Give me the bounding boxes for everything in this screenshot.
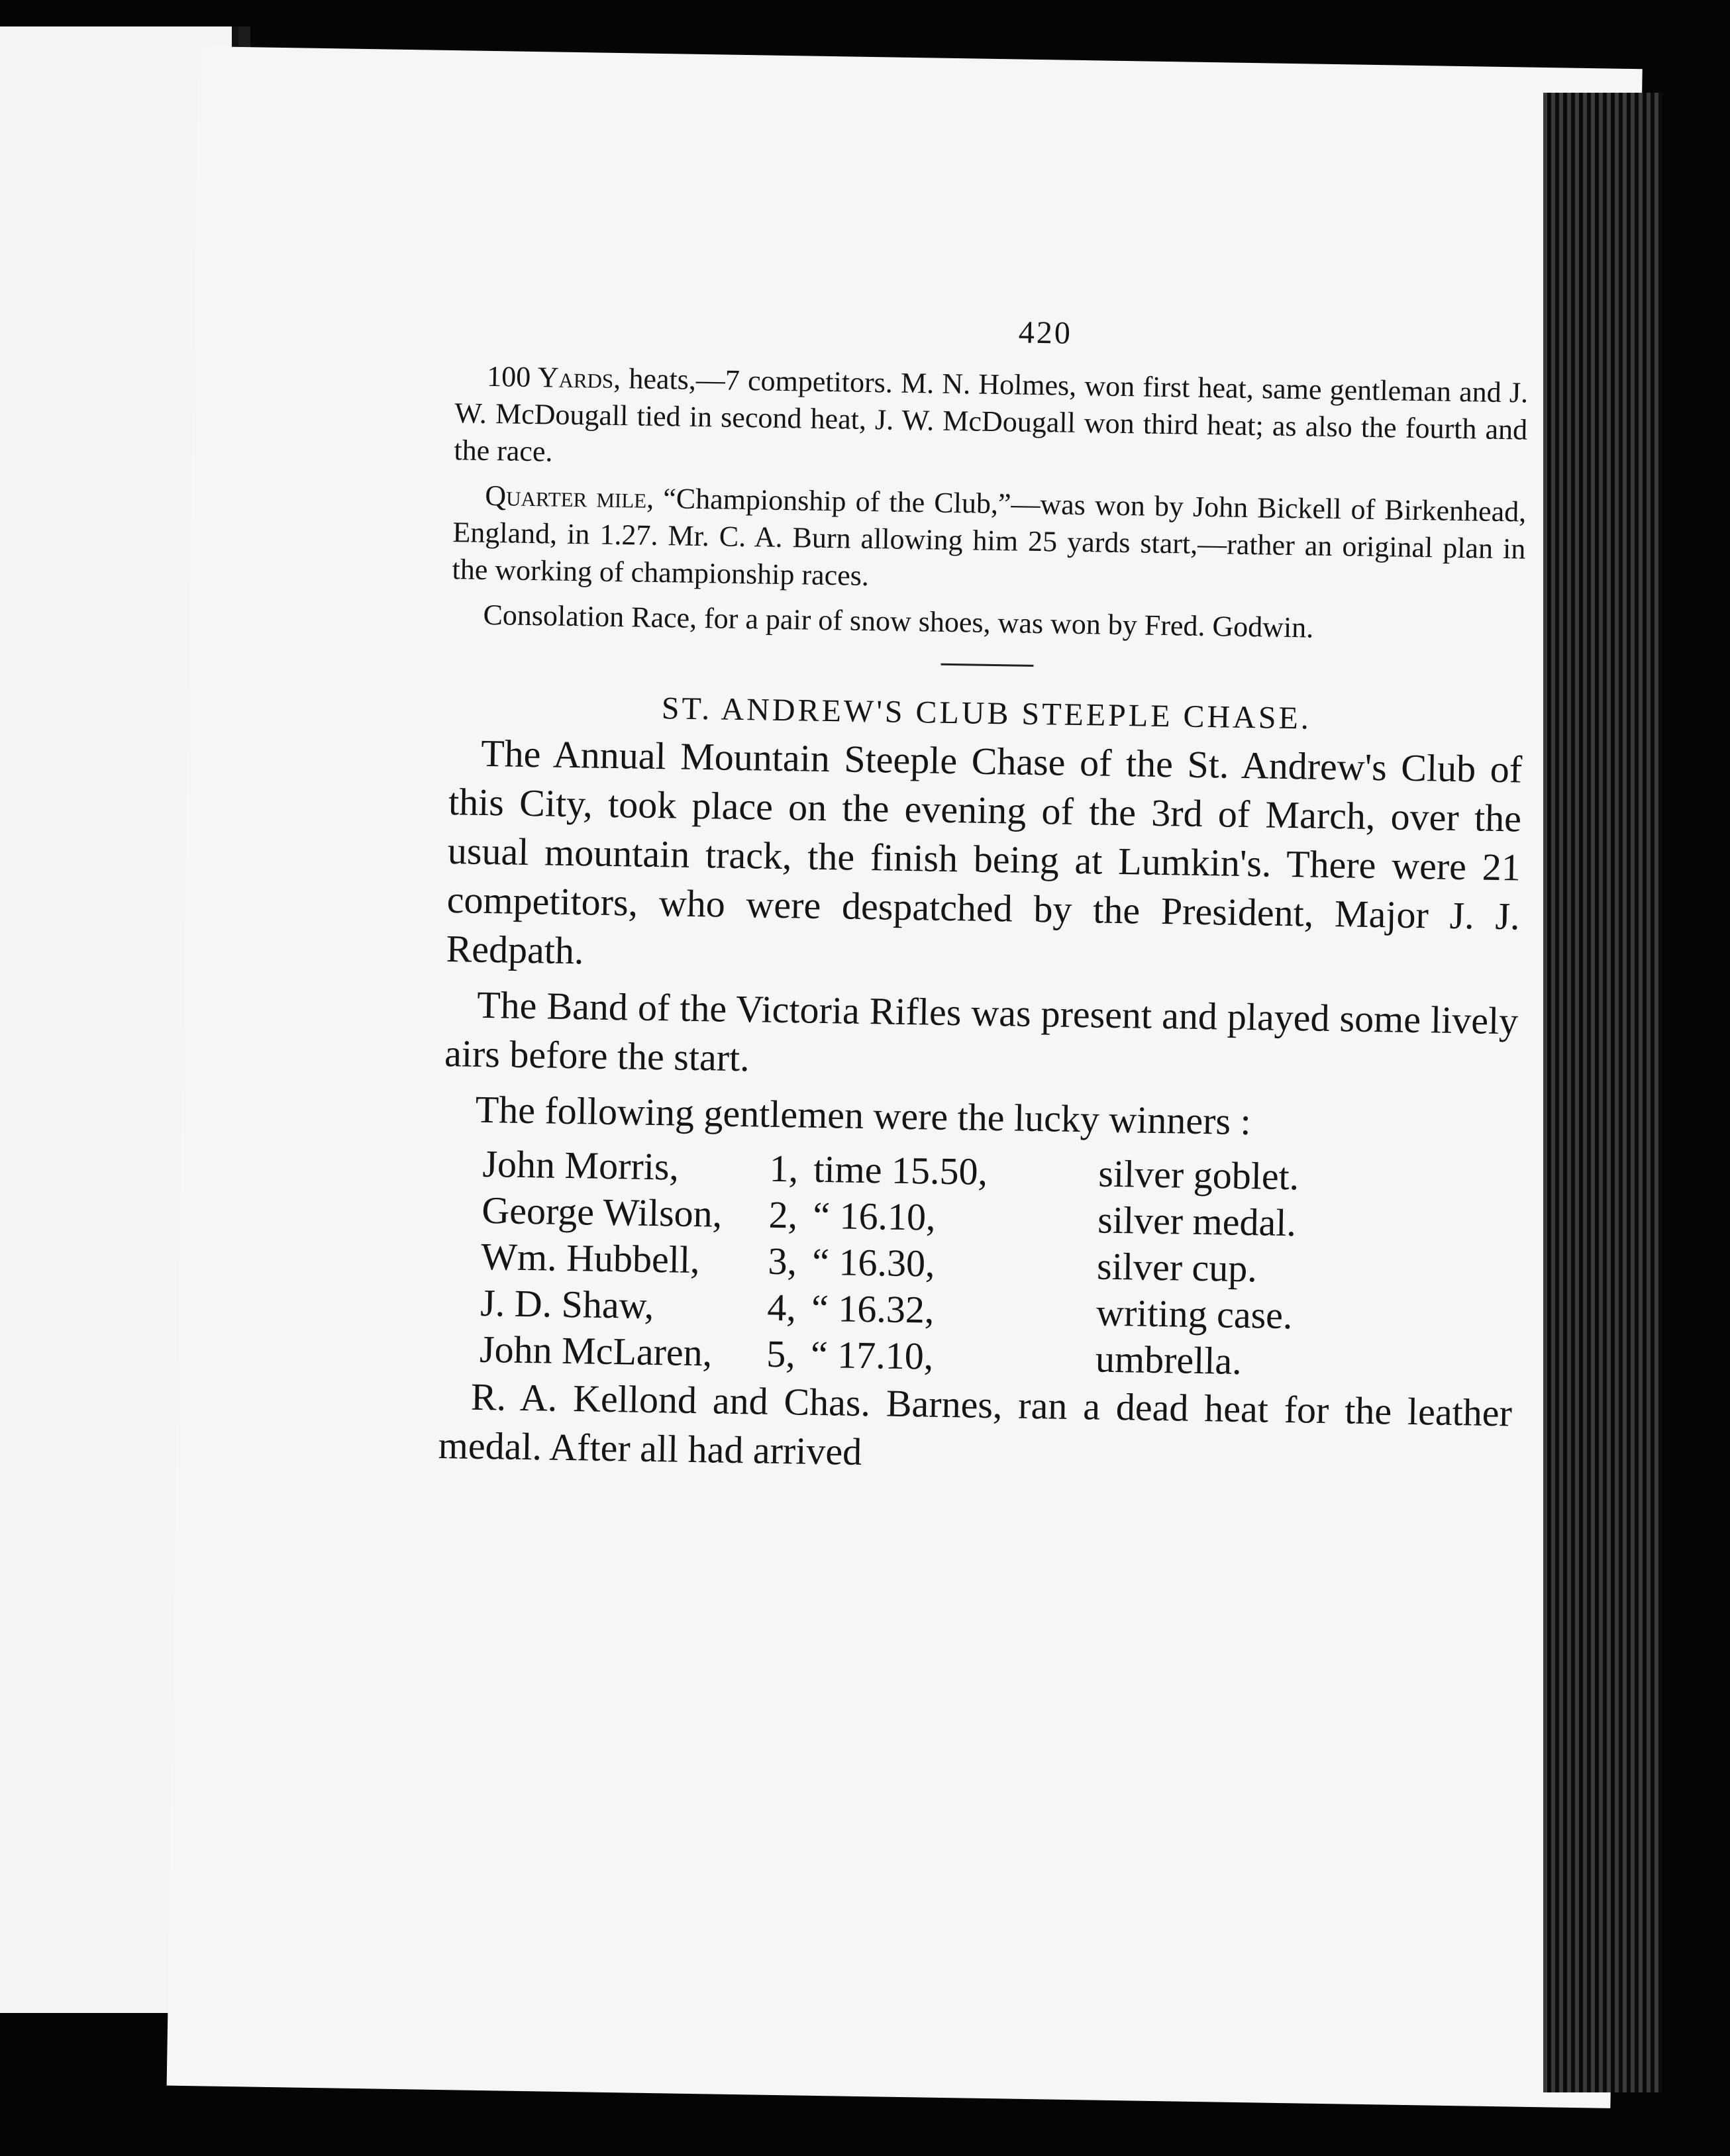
winner-name: George Wilson, — [481, 1188, 723, 1236]
winners-intro: The following gentlemen were the lucky winners : — [475, 1087, 1252, 1144]
steeple-chase-paragraph-1: The Annual Mountain Steeple Chase of the St. Andrew's Club of this City, took place on the evening of the 3rd of March, over the usual mountain track, the finish being at Lumkin's. There were 21 competitors, who were despatched by the President, Major J. J. Redpath. — [446, 731, 1523, 973]
winners-list — [440, 1140, 1516, 1389]
winner-prize: silver cup. — [1096, 1244, 1258, 1291]
winner-time: “ 17.10, — [810, 1332, 934, 1378]
steeple-chase-paragraph-3: R. A. Kellond and Chas. Barnes, ran a dead heat for the leather medal. After all had arrived — [438, 1375, 1513, 1473]
winner-prize: umbrella. — [1095, 1337, 1243, 1383]
winner-place: 2, — [768, 1193, 798, 1237]
steeple-chase-paragraph-2: The Band of the Victoria Rifles was present and played some lively airs before the start. — [444, 983, 1519, 1080]
winner-prize: silver goblet. — [1097, 1152, 1299, 1199]
winner-name: John McLaren, — [479, 1327, 713, 1375]
winner-name: Wm. Hubbell, — [480, 1234, 701, 1282]
winner-name: J. D. Shaw, — [480, 1281, 654, 1328]
hundred-yards-text: heats,—7 competitors. M. N. Holmes, won first heat, same gentleman and J. W. McDougall tied in second heat, J. W. McDougall won third heat; as also the fourth and the race. — [454, 362, 1529, 468]
winner-prize: writing case. — [1095, 1291, 1293, 1338]
quarter-mile-label: Quarter mile, — [485, 479, 654, 514]
winner-place: 4, — [766, 1285, 797, 1330]
winner-place: 3, — [768, 1239, 797, 1283]
page-edges — [1543, 93, 1662, 2092]
athletics-results — [451, 358, 1528, 650]
steeple-chase-body — [438, 728, 1522, 1487]
consolation-paragraph: Consolation Race, for a pair of snow shoes, was won by Fred. Godwin. — [483, 598, 1314, 644]
steeple-chase-heading: ST. ANDREW'S CLUB STEEPLE CHASE. — [661, 691, 1312, 736]
page-number: 420 — [1018, 315, 1073, 351]
page-text — [438, 305, 1529, 1493]
winner-time: “ 16.32, — [811, 1286, 935, 1332]
quarter-mile-paragraph — [452, 477, 1526, 605]
section-divider — [941, 663, 1033, 667]
winner-place: 5, — [766, 1332, 796, 1376]
winner-time: time 15.50, — [813, 1147, 988, 1193]
winner-name: John Morris, — [482, 1142, 680, 1189]
hundred-yards-label: 100 Yards, — [486, 360, 621, 395]
winner-time: “ 16.10, — [812, 1193, 937, 1239]
quarter-mile-text: “Championship of the Club,”—was won by John Bickell of Birkenhead, England, in 1.27. Mr. C. A. Burn allowing him 25 yards start,—rather an original plan in the working of championship races. — [452, 482, 1527, 592]
winner-place: 1, — [769, 1146, 799, 1191]
winner-prize: silver medal. — [1097, 1198, 1297, 1245]
winner-time: “ 16.30, — [811, 1240, 936, 1285]
hundred-yards-paragraph — [454, 358, 1528, 485]
book-page — [167, 46, 1643, 2108]
